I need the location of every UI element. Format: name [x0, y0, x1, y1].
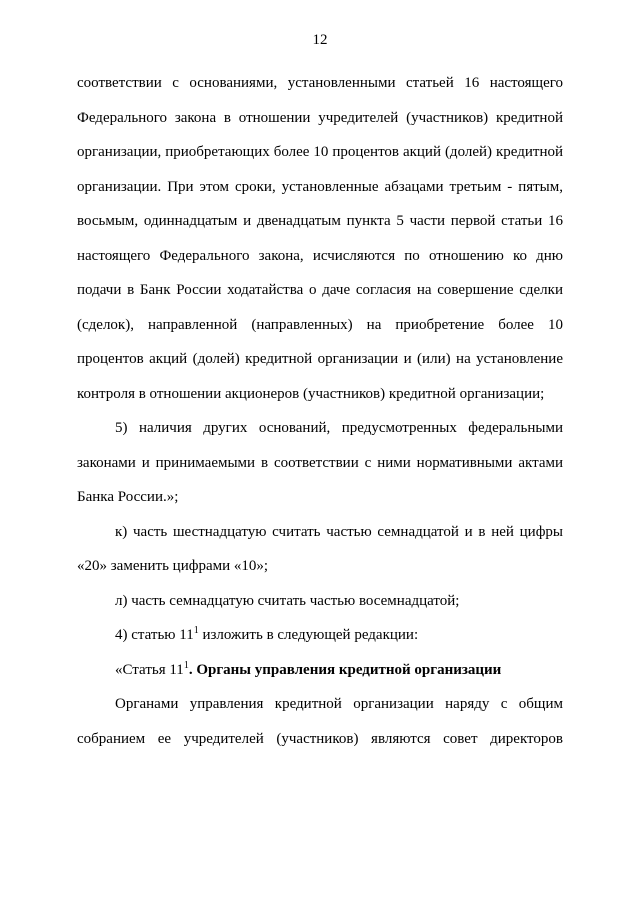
text-line: (сделок), направленной (направленных) на приобретение более 10: [77, 316, 563, 333]
text-line: восьмым, одиннадцатым и двенадцатым пункта 5 части первой статьи 16: [77, 213, 563, 229]
text-line: Федерального закона в отношении учредителей (участников) кредитной: [77, 109, 563, 126]
text-line: к) часть шестнадцатую считать частью семнадцатой и в ней цифры: [115, 523, 563, 540]
text-line: организации, приобретающих более 10 процентов акций (долей) кредитной: [77, 144, 563, 160]
text-line: Органами управления кредитной организации наряду с общим: [115, 696, 563, 712]
text-line: л) часть семнадцатую считать частью восемнадцатой;: [115, 592, 460, 609]
text-line: [77, 618, 563, 653]
text-fragment: «Статья 11: [115, 661, 184, 678]
text-line: процентов акций (долей) кредитной организации и (или) на установление: [77, 351, 563, 367]
text-line: настоящего Федерального закона, исчисляются по отношению ко дню: [77, 247, 563, 264]
text-line: организации. При этом сроки, установленные абзацами третьим - пятым,: [77, 178, 563, 195]
text-fragment: изложить в следующей редакции:: [198, 627, 419, 643]
text-line: подачи в Банк России ходатайства о даче согласия на совершение сделки: [77, 282, 563, 298]
text-line: соответствии с основаниями, установленными статьей 16 настоящего: [77, 75, 563, 91]
text-line: законами и принимаемыми в соответствии с ними нормативными актами: [77, 454, 563, 471]
superscript: 1: [193, 625, 199, 636]
document-body: [77, 66, 563, 756]
page-number: 12: [312, 32, 328, 48]
article-heading-title: . Органы управления кредитной организации: [188, 661, 502, 678]
superscript: 1: [183, 659, 189, 671]
article-heading: [77, 653, 563, 688]
text-fragment: 4) статью 11: [115, 627, 194, 643]
text-line: 5) наличия других оснований, предусмотренных федеральными: [115, 420, 563, 436]
text-line: собранием ее учредителей (участников) являются совет директоров: [77, 730, 563, 747]
text-line: «20» заменить цифрами «10»;: [77, 558, 269, 574]
text-line: Банка России.»;: [77, 489, 179, 505]
text-line: контроля в отношении акционеров (участников) кредитной организации;: [77, 385, 545, 402]
